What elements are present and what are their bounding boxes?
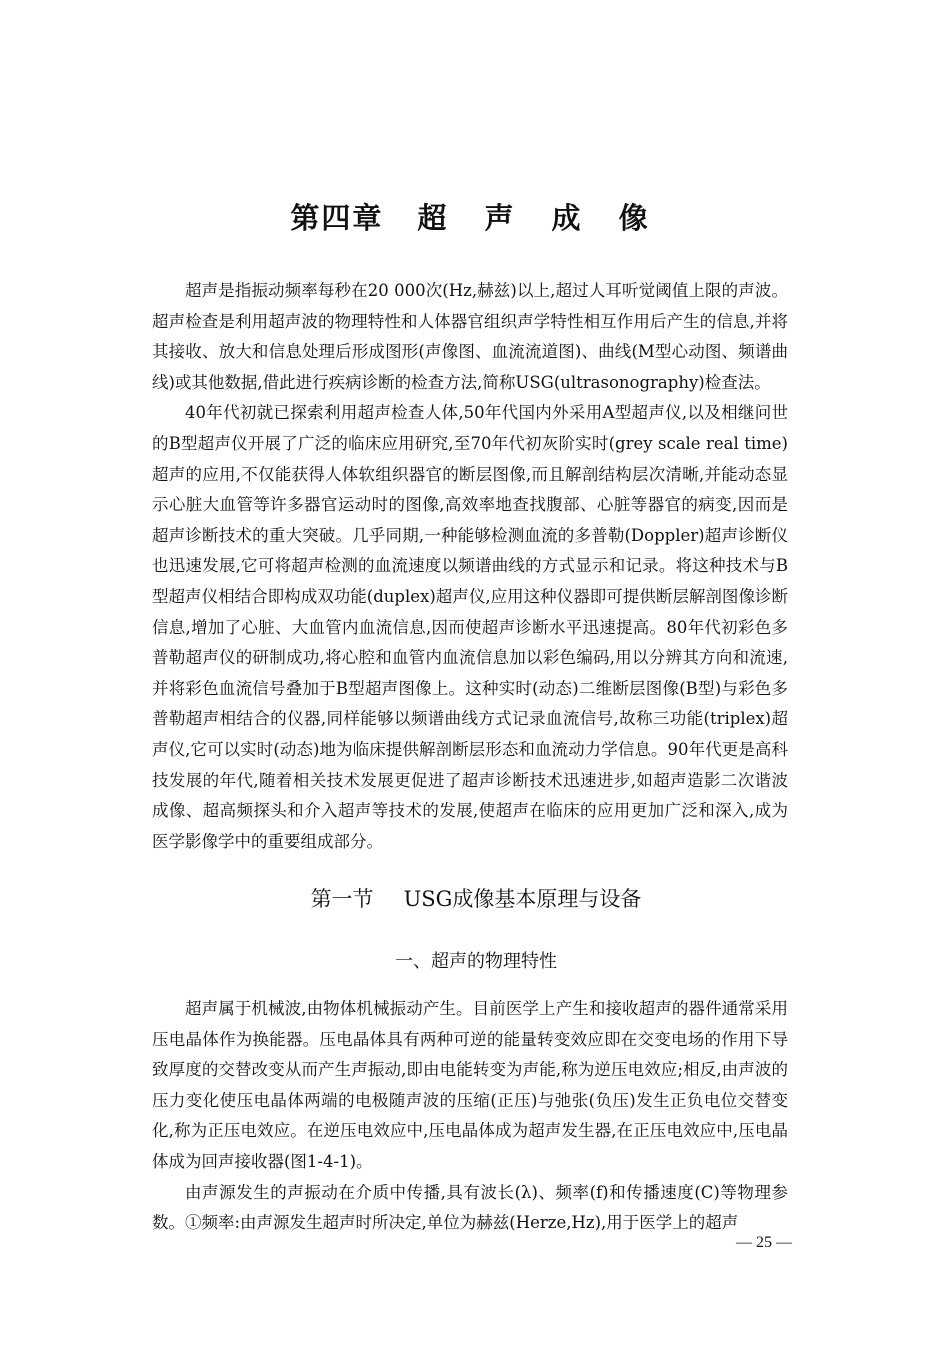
section-paragraph: 由声源发生的声振动在介质中传播,具有波长(λ)、频率(f)和传播速度(C)等物理参数。①频率:由声源发生超声时所决定,单位为赫兹(Herze,Hz),用于医学上的超声: [152, 1182, 788, 1233]
chapter-name: 超 声 成 像: [417, 201, 662, 235]
section-title: [0, 883, 952, 913]
subsection-title: 一、超声的物理特性: [395, 951, 557, 972]
intro-text-block: [152, 276, 788, 857]
page-number: — 25 —: [736, 1234, 792, 1251]
chapter-number: 第四章: [290, 201, 384, 235]
chapter-title: [0, 196, 952, 237]
intro-paragraph: 40年代初就已探索利用超声检查人体,50年代国内外采用A型超声仪,以及相继问世的B型超声仪开展了广泛的临床应用研究,至70年代初灰阶实时(grey scale real time)超声的应用,不仅能获得人体软组织器官的断层图像,而且解剖结构层次清晰,并能动态显示心脏大血管等许多器官运动时的图像,高效率地查找腹部、心脏等器官的病变,因而是超声诊断技术的重大突破。几乎同期,一种能够检测血流的多普勒(Doppler)超声诊断仪也迅速发展,它可将超声检测的血流速度以频谱曲线的方式显示和记录。将这种技术与B型超声仪相结合即构成双功能(duplex)超声仪,应用这种仪器即可提供断层解剖图像诊断信息,增加了心脏、大血管内血流信息,因而使超声诊断水平迅速提高。80年代初彩色多普勒超声仪的研制成功,将心腔和血管内血流信息加以彩色编码,用以分辨其方向和流速,并将彩色血流信号叠加于B型超声图像上。这种实时(动态)二维断层图像(B型)与彩色多普勒超声相结合的仪器,同样能够以频谱曲线方式记录血流信号,故称三功能(triplex)超声仪,它可以实时(动态)地为临床提供解剖断层形态和血流动力学信息。90年代更是高科技发展的年代,随着相关技术发展更促进了超声诊断技术迅速进步,如超声造影二次谐波成像、超高频探头和介入超声等技术的发展,使超声在临床的应用更加广泛和深入,成为医学影像学中的重要组成部分。: [152, 403, 788, 851]
intro-paragraph: 超声是指振动频率每秒在20 000次(Hz,赫兹)以上,超过人耳听觉阈值上限的声波。超声检查是利用超声波的物理特性和人体器官组织声学特性相互作用后产生的信息,并将其接收、放大和信息处理后形成图形(声像图、血流流道图)、曲线(M型心动图、频谱曲线)或其他数据,借此进行疾病诊断的检查方法,简称USG(ultrasonography)检查法。: [152, 281, 788, 392]
section-paragraph: 超声属于机械波,由物体机械振动产生。目前医学上产生和接收超声的器件通常采用压电晶体作为换能器。压电晶体具有两种可逆的能量转变效应即在交变电场的作用下导致厚度的交替改变从而产生声振动,即由电能转变为声能,称为逆压电效应;相反,由声波的压力变化使压电晶体两端的电极随声波的压缩(正压)与弛张(负压)发生正负电位交替变化,称为正压电效应。在逆压电效应中,压电晶体成为超声发生器,在正压电效应中,压电晶体成为回声接收器(图1-4-1)。: [152, 999, 788, 1171]
section-number: 第一节: [310, 887, 374, 911]
section-text-block: [152, 994, 788, 1239]
section-name: USG成像基本原理与设备: [403, 887, 642, 911]
